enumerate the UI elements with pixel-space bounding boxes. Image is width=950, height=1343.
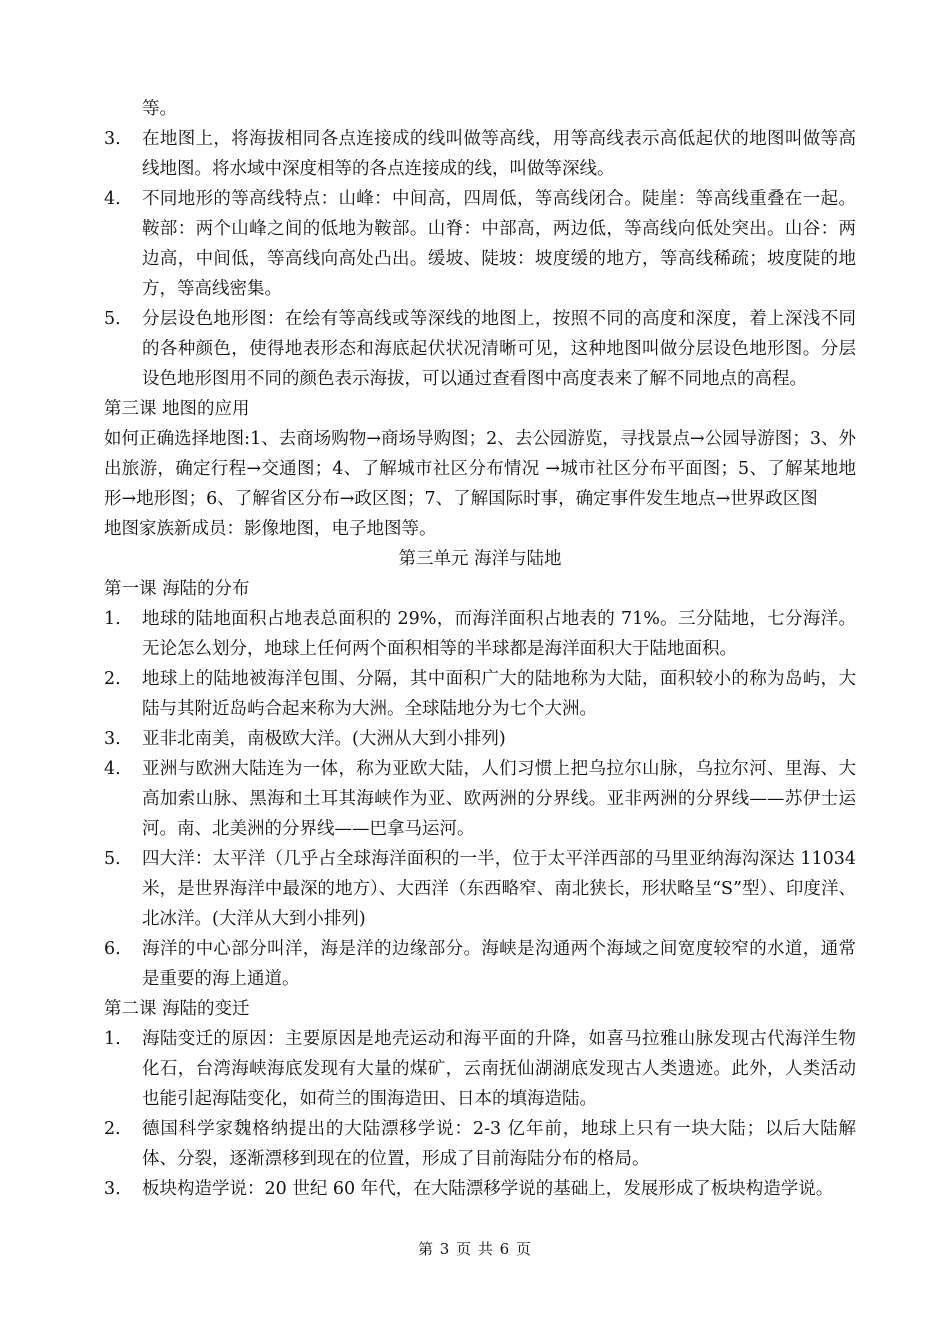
list-item: [104, 754, 856, 844]
list-item: [104, 184, 856, 304]
list-number: 5.: [104, 849, 121, 869]
list-text: 亚洲与欧洲大陆连为一体，称为亚欧大陆，人们习惯上把乌拉尔山脉，乌拉尔河、里海、大高加索山脉、黑海和土耳其海峡作为亚、欧两洲的分界线。亚非两洲的分界线——苏伊士运河。南、北美洲的分界线——巴拿马运河。: [142, 759, 856, 839]
list-text: 海陆变迁的原因：主要原因是地壳运动和海平面的升降，如喜马拉雅山脉发现古代海洋生物化石，台湾海峡海底发现有大量的煤矿，云南抚仙湖湖底发现古人类遗迹。此外，人类活动也能引起海陆变化，如荷兰的围海造田、日本的填海造陆。: [142, 1029, 856, 1109]
paragraph: 如何正确选择地图:1、去商场购物→商场导购图；2、去公园游览，寻找景点→公园导游图；3、外出旅游，确定行程→交通图；4、了解城市社区分布情况 →城市社区分布平面图；5、了解某地地形→地形图；6、了解省区分布→政区图；7、了解国际时事，确定事件发生地点→世界政区图: [104, 429, 856, 509]
list-number: 2.: [104, 669, 121, 689]
list-text: 分层设色地形图：在绘有等高线或等深线的地图上，按照不同的高度和深度，着上深浅不同的各种颜色，使得地表形态和海底起伏状况清晰可见，这种地图叫做分层设色地形图。分层设色地形图用不同的颜色表示海拔，可以通过查看图中高度表来了解不同地点的高程。: [142, 309, 856, 389]
list-land-sea-distribution: [104, 604, 856, 994]
continuation-text: 等。: [142, 99, 177, 119]
list-item: [104, 124, 856, 184]
list-number: 3.: [104, 1179, 121, 1199]
list-number: 4.: [104, 189, 121, 209]
list-text: 海洋的中心部分叫洋，海是洋的边缘部分。海峡是沟通两个海域之间宽度较窄的水道，通常是重要的海上通道。: [142, 939, 856, 989]
list-item: [104, 844, 856, 934]
list-land-sea-changes: [104, 1024, 856, 1204]
list-text: 地球的陆地面积占地表总面积的 29%，而海洋面积占地表的 71%。三分陆地，七分海洋。无论怎么划分，地球上任何两个面积相等的半球都是海洋面积大于陆地面积。: [142, 609, 856, 659]
paragraph: 地图家族新成员：影像地图，电子地图等。: [104, 519, 437, 539]
document-body: [104, 94, 856, 1204]
list-number: 3.: [104, 129, 121, 149]
page-footer: 第 3 页 共 6 页: [418, 1240, 532, 1258]
list-text: 亚非北南美，南极欧大洋。(大洲从大到小排列): [142, 729, 506, 749]
list-item: [104, 934, 856, 994]
list-item: [104, 304, 856, 394]
list-item: [104, 724, 856, 754]
list-number: 2.: [104, 1119, 121, 1139]
list-text: 德国科学家魏格纳提出的大陆漂移学说：2-3 亿年前，地球上只有一块大陆；以后大陆解体、分裂，逐渐漂移到现在的位置，形成了目前海陆分布的格局。: [142, 1119, 856, 1169]
list-contour-maps: [104, 124, 856, 394]
list-item: [104, 1114, 856, 1174]
list-number: 1.: [104, 1029, 121, 1049]
lesson-heading: 第二课 海陆的变迁: [104, 999, 250, 1019]
list-number: 4.: [104, 759, 121, 779]
list-number: 5.: [104, 309, 121, 329]
list-item: [104, 1174, 856, 1204]
list-item: [104, 604, 856, 664]
lesson-heading: 第三课 地图的应用: [104, 399, 250, 419]
list-text: 地球上的陆地被海洋包围、分隔，其中面积广大的陆地称为大陆，面积较小的称为岛屿，大陆与其附近岛屿合起来称为大洲。全球陆地分为七个大洲。: [142, 669, 856, 719]
list-text: 不同地形的等高线特点：山峰：中间高，四周低，等高线闭合。陡崖：等高线重叠在一起。鞍部：两个山峰之间的低地为鞍部。山脊：中部高，两边低，等高线向低处突出。山谷：两边高，中间低，等高线向高处凸出。缓坡、陡坡：坡度缓的地方，等高线稀疏；坡度陡的地方，等高线密集。: [142, 189, 856, 299]
list-item: [104, 1024, 856, 1114]
list-number: 1.: [104, 609, 121, 629]
list-number: 3.: [104, 729, 121, 749]
list-text: 四大洋：太平洋（几乎占全球海洋面积的一半，位于太平洋西部的马里亚纳海沟深达 11034 米，是世界海洋中最深的地方）、大西洋（东西略窄、南北狭长，形状略呈“S”型）、印度洋、北冰洋。(大洋从大到小排列): [142, 849, 856, 929]
lesson-heading: 第一课 海陆的分布: [104, 579, 250, 599]
list-item: [104, 664, 856, 724]
list-text: 板块构造学说：20 世纪 60 年代，在大陆漂移学说的基础上，发展形成了板块构造学说。: [142, 1179, 834, 1199]
list-text: 在地图上，将海拔相同各点连接成的线叫做等高线，用等高线表示高低起伏的地图叫做等高线地图。将水域中深度相等的各点连接成的线，叫做等深线。: [142, 129, 856, 179]
list-number: 6.: [104, 939, 121, 959]
unit-title: 第三单元 海洋与陆地: [398, 549, 562, 569]
